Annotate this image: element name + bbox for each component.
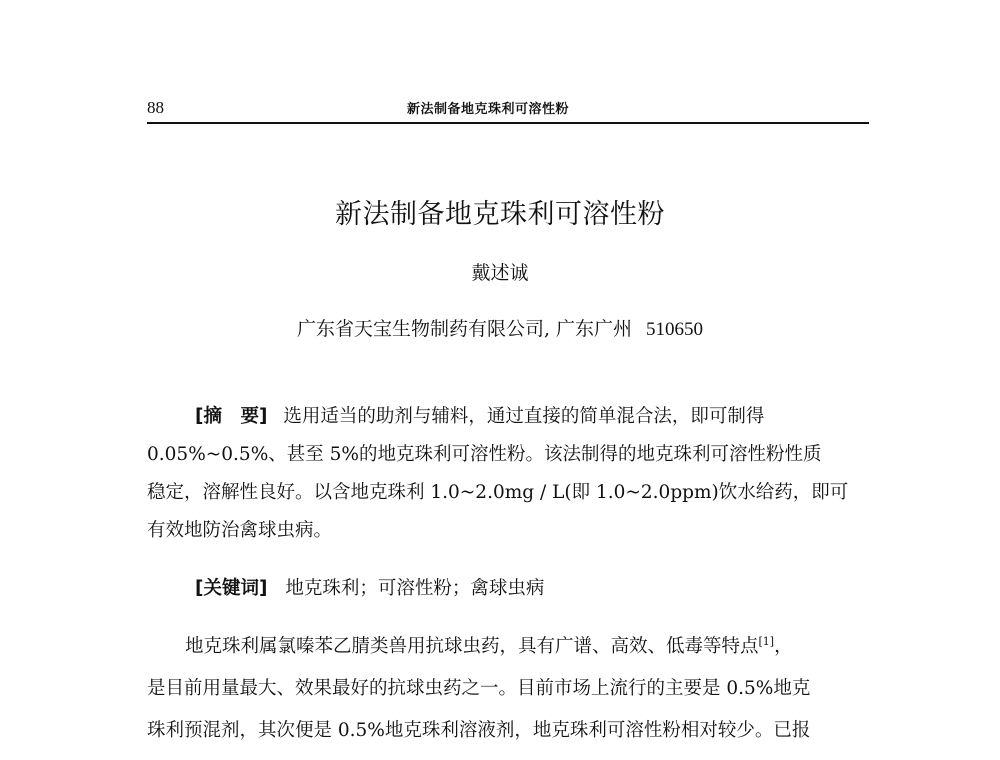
author-affiliation xyxy=(0,314,1000,341)
abstract-label: [摘 要] xyxy=(195,406,268,427)
running-header-title: 新法制备地克珠利可溶性粉 xyxy=(407,102,570,117)
running-header xyxy=(147,96,869,124)
affiliation-text: 广东省天宝生物制药有限公司, 广东广州 xyxy=(296,318,633,340)
article-title: 新法制备地克珠利可溶性粉 xyxy=(335,199,665,230)
body-line-1 xyxy=(147,632,869,658)
abstract-line-4: 有效地防治禽球虫病。 xyxy=(147,520,333,541)
author-name: 戴述诚 xyxy=(471,262,529,284)
body-line-2: 是目前用量最大、效果最好的抗球虫药之一。目前市场上流行的主要是 0.5%地克 xyxy=(147,678,811,699)
body-line-3: 珠利预混剂，其次便是 0.5%地克珠利溶液剂，地克珠利可溶性粉相对较少。已报 xyxy=(147,720,811,741)
abstract-line-2: 0.05%~0.5%、甚至 5%的地克珠利可溶性粉。该法制得的地克珠利可溶性粉性质 xyxy=(147,444,822,465)
reference-marker: [1] xyxy=(758,634,775,648)
abstract-line-3: 稳定，溶解性良好。以含地克珠利 1.0~2.0mg / L(即 1.0~2.0ppm)饮水给药，即可 xyxy=(147,482,849,503)
keywords-line xyxy=(147,574,869,600)
body-text-1-end: ， xyxy=(774,636,793,657)
postal-code: 510650 xyxy=(646,319,704,340)
body-text-1: 地克珠利属氯嗪苯乙腈类兽用抗球虫药，具有广谱、高效、低毒等特点 xyxy=(185,636,759,657)
abstract-text-1: 选用适当的助剂与辅料，通过直接的简单混合法，即可制得 xyxy=(283,406,765,427)
page-number: 88 xyxy=(147,98,164,117)
keywords-label: [关键词] xyxy=(195,578,268,599)
abstract-line-1 xyxy=(147,402,869,428)
keywords-text: 地克珠利；可溶性粉；禽球虫病 xyxy=(285,578,545,599)
